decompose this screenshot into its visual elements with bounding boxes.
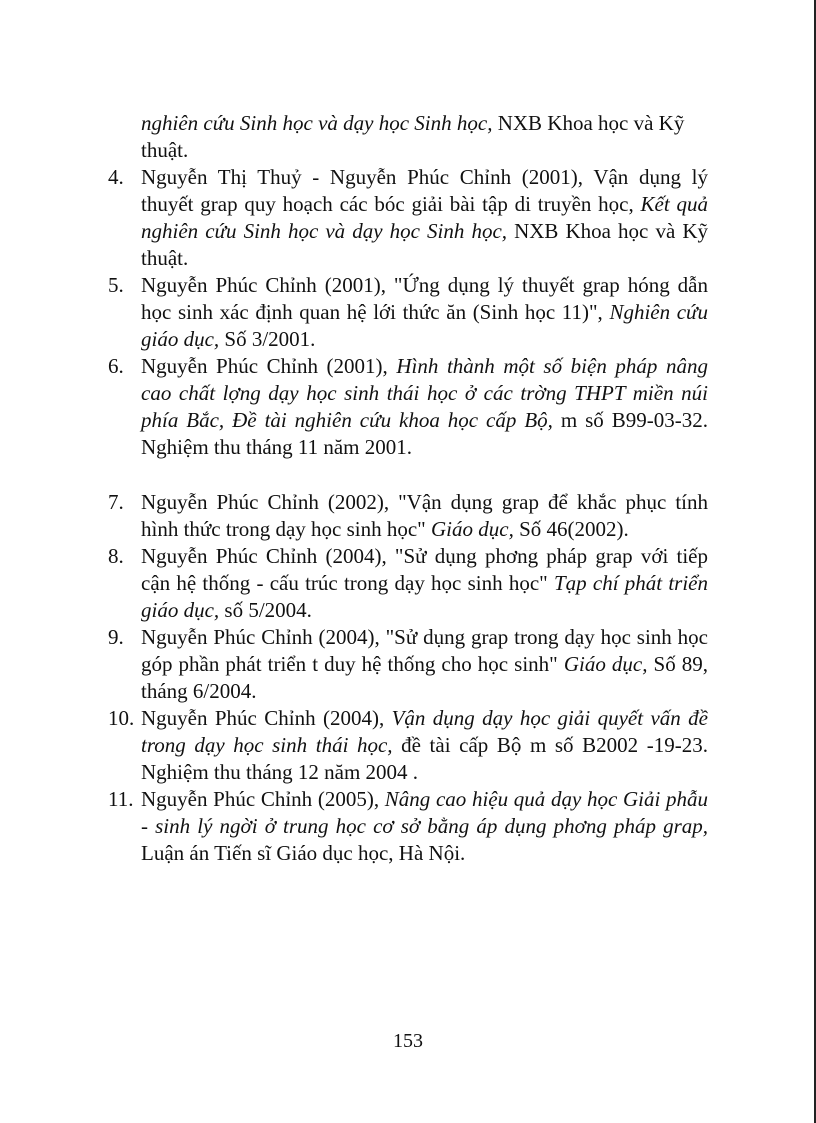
reference-number: 10. xyxy=(108,706,135,730)
reference-number: 5. xyxy=(108,273,124,297)
reference-number: 11. xyxy=(108,787,134,811)
page-number: 153 xyxy=(393,1030,423,1052)
reference-item-7 xyxy=(108,489,708,543)
reference-item-11 xyxy=(108,786,708,867)
reference-item-5 xyxy=(108,272,708,353)
spacer xyxy=(108,461,708,489)
reference-item-10 xyxy=(108,705,708,786)
reference-number: 8. xyxy=(108,544,124,568)
reference-continuation: nghiên cứu Sinh học và dạy học Sinh học, NXB Khoa học và Kỹ thuật. xyxy=(141,111,685,162)
reference-item-6 xyxy=(108,353,708,461)
reference-item-9 xyxy=(108,624,708,705)
reference-text: Nguyễn Phúc Chỉnh (2001), Hình thành một số biện pháp nâng cao chất lợng dạy học sinh thái học ở các trờng THPT miền núi phía Bắc, Đề tài nghiên cứu khoa học cấp Bộ, m số B99-03-32. Nghiệm thu tháng 11 năm 2001. xyxy=(141,354,709,459)
reference-item-4 xyxy=(108,164,708,272)
reference-text: Nguyễn Phúc Chỉnh (2004), "Sử dụng grap trong dạy học sinh học góp phần phát triển t duy hệ thống cho học sinh" Giáo dục, Số 89, tháng 6/2004. xyxy=(141,625,708,703)
reference-number: 7. xyxy=(108,490,124,514)
reference-text: Nguyễn Phúc Chỉnh (2005), Nâng cao hiệu quả dạy học Giải phẫu - sinh lý ngời ở trung học cơ sở bằng áp dụng phơng pháp grap, Luận án Tiến sĩ Giáo dục học, Hà Nội. xyxy=(141,787,708,865)
reference-number: 6. xyxy=(108,354,124,378)
reference-text: Nguyễn Thị Thuỷ - Nguyễn Phúc Chỉnh (2001), Vận dụng lý thuyết grap quy hoạch các bóc giải bài tập di truyền học, Kết quả nghiên cứu Sinh học và dạy học Sinh học, NXB Khoa học và Kỹ thuật. xyxy=(141,165,708,270)
reference-item-8 xyxy=(108,543,708,624)
reference-text: Nguyễn Phúc Chỉnh (2004), "Sử dụng phơng pháp grap với tiếp cận hệ thống - cấu trúc trong dạy học sinh học" Tạp chí phát triển giáo dục, số 5/2004. xyxy=(141,544,708,622)
reference-number: 9. xyxy=(108,625,124,649)
reference-text: Nguyễn Phúc Chỉnh (2004), Vận dụng dạy học giải quyết vấn đề trong dạy học sinh thái học, đề tài cấp Bộ m số B2002 -19-23. Nghiệm thu tháng 12 năm 2004 . xyxy=(141,706,708,784)
reference-number: 4. xyxy=(108,165,124,189)
reference-text: Nguyễn Phúc Chỉnh (2001), "Ứng dụng lý thuyết grap hóng dẫn học sinh xác định quan hệ lới thức ăn (Sinh học 11)", Nghiên cứu giáo dục, Số 3/2001. xyxy=(141,273,708,351)
reference-list xyxy=(108,110,708,867)
reference-text: Nguyễn Phúc Chỉnh (2002), "Vận dụng grap để khắc phục tính hình thức trong dạy học sinh học" Giáo dục, Số 46(2002). xyxy=(141,490,708,541)
